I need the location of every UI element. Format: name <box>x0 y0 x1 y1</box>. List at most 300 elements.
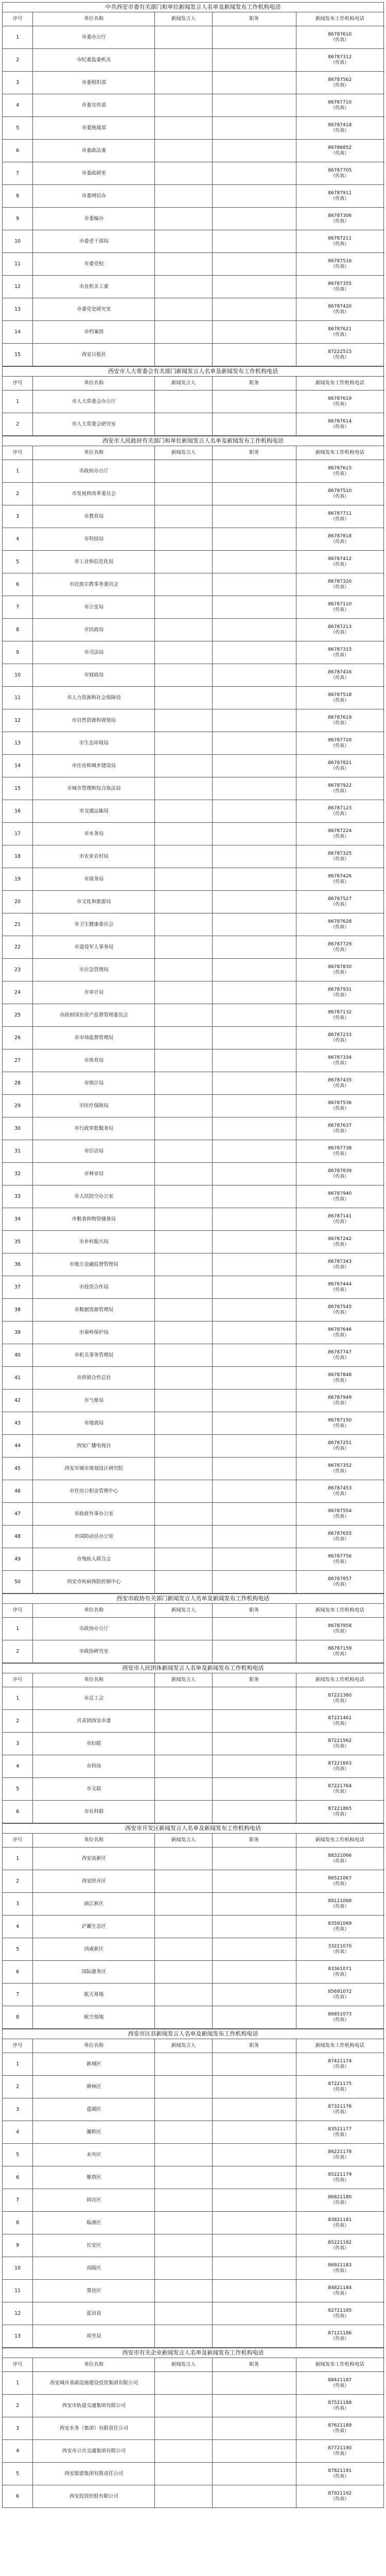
phone-number: 86787325 （传真） <box>296 845 383 868</box>
phone-number: 86787518 （传真） <box>296 687 383 709</box>
job-title <box>212 1571 296 1594</box>
section-title: 西安市有关企业新闻发言人名单及新闻发布工作机构电话 <box>2 2348 384 2358</box>
row-number: 11 <box>3 253 33 276</box>
unit-name: 长安区 <box>33 2234 155 2257</box>
unit-name: 蓝田县 <box>33 2302 155 2325</box>
phone-number: 83821181 （传真） <box>296 2212 383 2234</box>
phone-number: 86787320 （传真） <box>296 573 383 596</box>
phone-number: 86787710 （传真） <box>296 94 383 117</box>
job-title <box>212 321 296 344</box>
table-row <box>3 2166 384 2189</box>
unit-name: 市民族宗教事务委员会 <box>33 573 155 596</box>
job-title <box>212 1893 296 1916</box>
row-number: 32 <box>3 1163 33 1185</box>
phone-number: 87621189 （传真） <box>296 2417 383 2440</box>
unit-name: 市工业和信息化局 <box>33 551 155 573</box>
table-row <box>3 253 384 276</box>
phone-number: 86787610 （传真） <box>296 26 383 49</box>
column-header: 职务 <box>212 446 296 460</box>
row-number: 10 <box>3 664 33 687</box>
job-title <box>212 162 296 185</box>
spokesperson-name <box>155 1503 212 1526</box>
spokesperson-name <box>155 687 212 709</box>
table-row <box>3 321 384 344</box>
directory-table <box>2 2358 384 2508</box>
spokesperson-name <box>155 619 212 641</box>
column-header: 新闻发布工作机构电话 <box>296 2039 383 2053</box>
row-number: 24 <box>3 981 33 1004</box>
unit-name: 市委编办 <box>33 208 155 230</box>
row-number: 1 <box>3 1687 33 1710</box>
job-title <box>212 2189 296 2212</box>
spokesperson-name <box>155 94 212 117</box>
unit-name: 市民政局 <box>33 619 155 641</box>
phone-number: 86787619 （传真） <box>296 709 383 732</box>
job-title <box>212 959 296 981</box>
spokesperson-name <box>155 1801 212 1823</box>
phone-number: 82721185 （传真） <box>296 2302 383 2325</box>
table-header-row <box>3 1834 384 1848</box>
column-header: 新闻发言人 <box>155 1604 212 1618</box>
phone-number: 86787545 （传真） <box>296 1299 383 1321</box>
spokesperson-name <box>155 1938 212 1961</box>
table-row <box>3 596 384 619</box>
spokesperson-name <box>155 1526 212 1548</box>
spokesperson-name <box>155 391 212 413</box>
phone-number: 86787213 （传真） <box>296 619 383 641</box>
phone-number: 89121068 （传真） <box>296 1893 383 1916</box>
unit-name: 市卫生健康委员会 <box>33 913 155 936</box>
spokesperson-name <box>155 573 212 596</box>
phone-number: 86787527 （传真） <box>296 891 383 913</box>
spokesperson-name <box>155 1072 212 1095</box>
job-title <box>212 2302 296 2325</box>
table-row <box>3 26 384 49</box>
spokesperson-name <box>155 2144 212 2166</box>
unit-name: 市信访局 <box>33 1140 155 1163</box>
table-row <box>3 1072 384 1095</box>
column-header: 单位名称 <box>33 377 155 391</box>
column-header: 单位名称 <box>33 12 155 26</box>
phone-number: 85221182 （传真） <box>296 2234 383 2257</box>
row-number: 7 <box>3 162 33 185</box>
spokesperson-name <box>155 344 212 366</box>
spokesperson-name <box>155 460 212 483</box>
row-number: 13 <box>3 2325 33 2348</box>
table-row <box>3 2076 384 2098</box>
row-number: 22 <box>3 936 33 959</box>
directory-table <box>2 2039 384 2348</box>
table-row <box>3 2372 384 2395</box>
row-number: 39 <box>3 1321 33 1344</box>
row-number: 44 <box>3 1435 33 1458</box>
phone-number: 86787931 （传真） <box>296 981 383 1004</box>
spokesperson-name <box>155 2440 212 2463</box>
spokesperson-name <box>155 981 212 1004</box>
spokesperson-name <box>155 1916 212 1938</box>
spokesperson-name <box>155 1961 212 1984</box>
job-title <box>212 1117 296 1140</box>
unit-name: 市秦岭保护局 <box>33 1321 155 1344</box>
column-header: 新闻发布工作机构电话 <box>296 2358 383 2372</box>
spokesperson-name <box>155 1618 212 1640</box>
phone-number: 33221070 （传真） <box>296 1938 383 1961</box>
phone-number: 87221865 （传真） <box>296 1801 383 1823</box>
job-title <box>212 1640 296 1663</box>
table-row <box>3 1140 384 1163</box>
table-row <box>3 936 384 959</box>
spokesperson-name <box>155 777 212 800</box>
phone-number: 86787857 （传真） <box>296 1571 383 1594</box>
row-number: 1 <box>3 460 33 483</box>
spokesperson-name <box>155 185 212 208</box>
table-row <box>3 140 384 162</box>
phone-number: 86787251 （传真） <box>296 1435 383 1458</box>
row-number: 7 <box>3 2189 33 2212</box>
unit-name: 市政府国有资产监督管理委员会 <box>33 1004 155 1027</box>
table-row <box>3 551 384 573</box>
table-row <box>3 2121 384 2144</box>
unit-name: 市总工会 <box>33 1687 155 1710</box>
phone-number: 86787958 （传真） <box>296 1618 383 1640</box>
row-number: 3 <box>3 2098 33 2121</box>
spokesperson-name <box>155 1208 212 1231</box>
job-title <box>212 117 296 140</box>
table-row <box>3 1458 384 1480</box>
row-number: 34 <box>3 1208 33 1231</box>
job-title <box>212 72 296 94</box>
job-title <box>212 2280 296 2302</box>
unit-name: 市发展和改革委员会 <box>33 483 155 505</box>
table-row <box>3 2463 384 2485</box>
table-row <box>3 1344 384 1367</box>
job-title <box>212 298 296 321</box>
column-header: 单位名称 <box>33 1604 155 1618</box>
table-row <box>3 1004 384 1027</box>
table-row <box>3 72 384 94</box>
job-title <box>212 2098 296 2121</box>
phone-number: 86787355 （传真） <box>296 276 383 298</box>
unit-name: 浐灞生态区 <box>33 1916 155 1938</box>
table-row <box>3 1412 384 1435</box>
table-row <box>3 1755 384 1778</box>
spokesperson-name <box>155 1095 212 1117</box>
spokesperson-name <box>155 117 212 140</box>
column-header: 新闻发言人 <box>155 1834 212 1848</box>
spokesperson-name <box>155 2121 212 2144</box>
row-number: 6 <box>3 1801 33 1823</box>
unit-name: 西安投资控股有限公司 <box>33 2485 155 2508</box>
phone-number: 86787711 （传真） <box>296 505 383 528</box>
column-header: 新闻发言人 <box>155 2358 212 2372</box>
job-title <box>212 1848 296 1870</box>
spokesperson-name <box>155 528 212 551</box>
unit-name: 市教育局 <box>33 505 155 528</box>
table-row <box>3 1367 384 1389</box>
job-title <box>212 2144 296 2166</box>
phone-number: 86787233 （传真） <box>296 1027 383 1049</box>
job-title <box>212 208 296 230</box>
spokesperson-name <box>155 2098 212 2121</box>
section-title: 西安市政协有关部门新闻发言人名单及新闻发布工作机构电话 <box>2 1594 384 1603</box>
table-row <box>3 185 384 208</box>
table-row <box>3 162 384 185</box>
phone-number: 86787343 （传真） <box>296 1253 383 1276</box>
table-row <box>3 2053 384 2076</box>
phone-number: 86851073 （传真） <box>296 2006 383 2029</box>
row-number: 9 <box>3 641 33 664</box>
unit-name: 市人民防空办公室 <box>33 1185 155 1208</box>
job-title <box>212 2121 296 2144</box>
spokesperson-name <box>155 483 212 505</box>
table-row <box>3 913 384 936</box>
phone-number: 86787818 （传真） <box>296 528 383 551</box>
job-title <box>212 755 296 777</box>
table-row <box>3 298 384 321</box>
phone-number: 86787615 （传真） <box>296 460 383 483</box>
job-title <box>212 777 296 800</box>
row-number: 25 <box>3 1004 33 1027</box>
row-number: 1 <box>3 1618 33 1640</box>
job-title <box>212 1231 296 1253</box>
table-row <box>3 2257 384 2280</box>
table-row <box>3 2212 384 2234</box>
spokesperson-name <box>155 1480 212 1503</box>
unit-name: 市审计局 <box>33 981 155 1004</box>
unit-name: 西安经开区 <box>33 1870 155 1893</box>
phone-number: 86787839 （传真） <box>296 1163 383 1185</box>
spokesperson-name <box>155 800 212 823</box>
job-title <box>212 2440 296 2463</box>
table-row <box>3 1870 384 1893</box>
spokesperson-name <box>155 2076 212 2098</box>
unit-name: 市农业农村局 <box>33 845 155 868</box>
row-number: 19 <box>3 868 33 891</box>
row-number: 2 <box>3 1640 33 1663</box>
unit-name: 西安高新区 <box>33 1848 155 1870</box>
table-row <box>3 1526 384 1548</box>
row-number: 3 <box>3 1893 33 1916</box>
table-header-row <box>3 446 384 460</box>
spokesperson-name <box>155 1435 212 1458</box>
unit-name: 雁塔区 <box>33 2166 155 2189</box>
unit-name: 市委网信办 <box>33 185 155 208</box>
row-number: 6 <box>3 140 33 162</box>
table-row <box>3 391 384 413</box>
job-title <box>212 1526 296 1548</box>
row-number: 15 <box>3 777 33 800</box>
table-header-row <box>3 2358 384 2372</box>
spokesperson-name <box>155 823 212 845</box>
unit-name: 市文联 <box>33 1778 155 1801</box>
directory-table <box>2 1673 384 1823</box>
table-row <box>3 1095 384 1117</box>
spokesperson-name <box>155 755 212 777</box>
phone-number: 86787224 （传真） <box>296 823 383 845</box>
unit-name: 市文化和旅游局 <box>33 891 155 913</box>
row-number: 4 <box>3 1916 33 1938</box>
unit-name: 阎良区 <box>33 2189 155 2212</box>
row-number: 8 <box>3 2212 33 2234</box>
spokesperson-name <box>155 2053 212 2076</box>
table-header-row <box>3 12 384 26</box>
table-row <box>3 2144 384 2166</box>
job-title <box>212 1961 296 1984</box>
spokesperson-name <box>155 1027 212 1049</box>
unit-name: 市委宣传部 <box>33 94 155 117</box>
unit-name: 国际港务区 <box>33 1961 155 1984</box>
table-row <box>3 1961 384 1984</box>
table-row <box>3 1185 384 1208</box>
job-title <box>212 732 296 755</box>
spokesperson-name <box>155 891 212 913</box>
unit-name: 市地方金融监督管理局 <box>33 1253 155 1276</box>
column-header: 序号 <box>3 1673 33 1687</box>
table-row <box>3 276 384 298</box>
spokesperson-name <box>155 868 212 891</box>
job-title <box>212 709 296 732</box>
unit-name: 市委老干部局 <box>33 230 155 253</box>
unit-name: 市委政研室 <box>33 162 155 185</box>
phone-number: 86787821 （传真） <box>296 755 383 777</box>
phone-number: 85691072 （传真） <box>296 1984 383 2006</box>
column-header: 序号 <box>3 12 33 26</box>
spokesperson-name <box>155 1755 212 1778</box>
table-row <box>3 2417 384 2440</box>
job-title <box>212 1548 296 1571</box>
column-header: 新闻发布工作机构电话 <box>296 12 383 26</box>
job-title <box>212 1208 296 1231</box>
spokesperson-name <box>155 1185 212 1208</box>
table-row <box>3 460 384 483</box>
unit-name: 市林业局 <box>33 1163 155 1185</box>
table-row <box>3 664 384 687</box>
row-number: 21 <box>3 913 33 936</box>
spokesperson-name <box>155 2372 212 2395</box>
phone-number: 87421174 （传真） <box>296 2053 383 2076</box>
table-row <box>3 1801 384 1823</box>
phone-number: 86787729 （传真） <box>296 936 383 959</box>
table-row <box>3 1321 384 1344</box>
phone-number: 86787312 （传真） <box>296 49 383 72</box>
phone-number: 86787416 （传真） <box>296 664 383 687</box>
row-number: 5 <box>3 2463 33 2485</box>
spokesperson-name <box>155 321 212 344</box>
column-header: 新闻发言人 <box>155 12 212 26</box>
spokesperson-name <box>155 1984 212 2006</box>
spokesperson-name <box>155 913 212 936</box>
unit-name: 市自然资源和规划局 <box>33 709 155 732</box>
unit-name: 市数据资源管理局 <box>33 1299 155 1321</box>
phone-number: 86787911 （传真） <box>296 185 383 208</box>
column-header: 序号 <box>3 2358 33 2372</box>
row-number: 36 <box>3 1253 33 1276</box>
column-header: 职务 <box>212 1834 296 1848</box>
spokesperson-name <box>155 1367 212 1389</box>
table-row <box>3 2302 384 2325</box>
job-title <box>212 1938 296 1961</box>
row-number: 2 <box>3 483 33 505</box>
unit-name: 航天基地 <box>33 1984 155 2006</box>
column-header: 新闻发布工作机构电话 <box>296 377 383 391</box>
spokesperson-name <box>155 936 212 959</box>
job-title <box>212 1004 296 1027</box>
row-number: 1 <box>3 391 33 413</box>
unit-name: 市粮食和物资储备局 <box>33 1208 155 1231</box>
phone-number: 87222515 （传真） <box>296 344 383 366</box>
spokesperson-name <box>155 551 212 573</box>
phone-number: 86787756 （传真） <box>296 1548 383 1571</box>
row-number: 1 <box>3 2372 33 2395</box>
table-row <box>3 1984 384 2006</box>
spokesperson-name <box>155 2485 212 2508</box>
table-row <box>3 1733 384 1755</box>
table-row <box>3 2098 384 2121</box>
spokesperson-name <box>155 1548 212 1571</box>
spokesperson-name <box>155 1733 212 1755</box>
row-number: 4 <box>3 2440 33 2463</box>
table-row <box>3 483 384 505</box>
unit-name: 市人大常委会研究室 <box>33 413 155 436</box>
table-header-row <box>3 2039 384 2053</box>
row-number: 8 <box>3 619 33 641</box>
unit-name: 市机关事务管理局 <box>33 1344 155 1367</box>
job-title <box>212 1984 296 2006</box>
job-title <box>212 460 296 483</box>
unit-name: 市体育局 <box>33 1049 155 1072</box>
job-title <box>212 2395 296 2417</box>
spokesperson-name <box>155 276 212 298</box>
job-title <box>212 2076 296 2098</box>
row-number: 26 <box>3 1027 33 1049</box>
phone-number: 88421187 （传真） <box>296 2372 383 2395</box>
table-row <box>3 1548 384 1571</box>
unit-name: 市政协研究室 <box>33 1640 155 1663</box>
row-number: 16 <box>3 800 33 823</box>
job-title <box>212 1163 296 1185</box>
table-row <box>3 1687 384 1710</box>
spokesperson-name <box>155 1893 212 1916</box>
job-title <box>212 1458 296 1480</box>
column-header: 职务 <box>212 1673 296 1687</box>
phone-number: 86787412 （传真） <box>296 551 383 573</box>
job-title <box>212 413 296 436</box>
job-title <box>212 981 296 1004</box>
column-header: 职务 <box>212 12 296 26</box>
spokesperson-name <box>155 1412 212 1435</box>
row-number: 3 <box>3 505 33 528</box>
unit-name: 西安城市基础设施建设投资集团有限公司 <box>33 2372 155 2395</box>
unit-name: 西安市轨道交通集团有限公司 <box>33 2395 155 2417</box>
row-number: 7 <box>3 1984 33 2006</box>
column-header: 职务 <box>212 377 296 391</box>
table-row <box>3 1571 384 1594</box>
column-header: 单位名称 <box>33 1673 155 1687</box>
unit-name: 市妇联 <box>33 1733 155 1755</box>
column-header: 单位名称 <box>33 2358 155 2372</box>
unit-name: 市委党校 <box>33 253 155 276</box>
unit-name: 市委政法委 <box>33 140 155 162</box>
spokesperson-name <box>155 2234 212 2257</box>
table-row <box>3 777 384 800</box>
job-title <box>212 1367 296 1389</box>
phone-number: 86787562 （传真） <box>296 72 383 94</box>
phone-number: 86786852 （传真） <box>296 140 383 162</box>
job-title <box>212 528 296 551</box>
table-row <box>3 2440 384 2463</box>
row-number: 5 <box>3 117 33 140</box>
phone-number: 86787159 （传真） <box>296 1640 383 1663</box>
